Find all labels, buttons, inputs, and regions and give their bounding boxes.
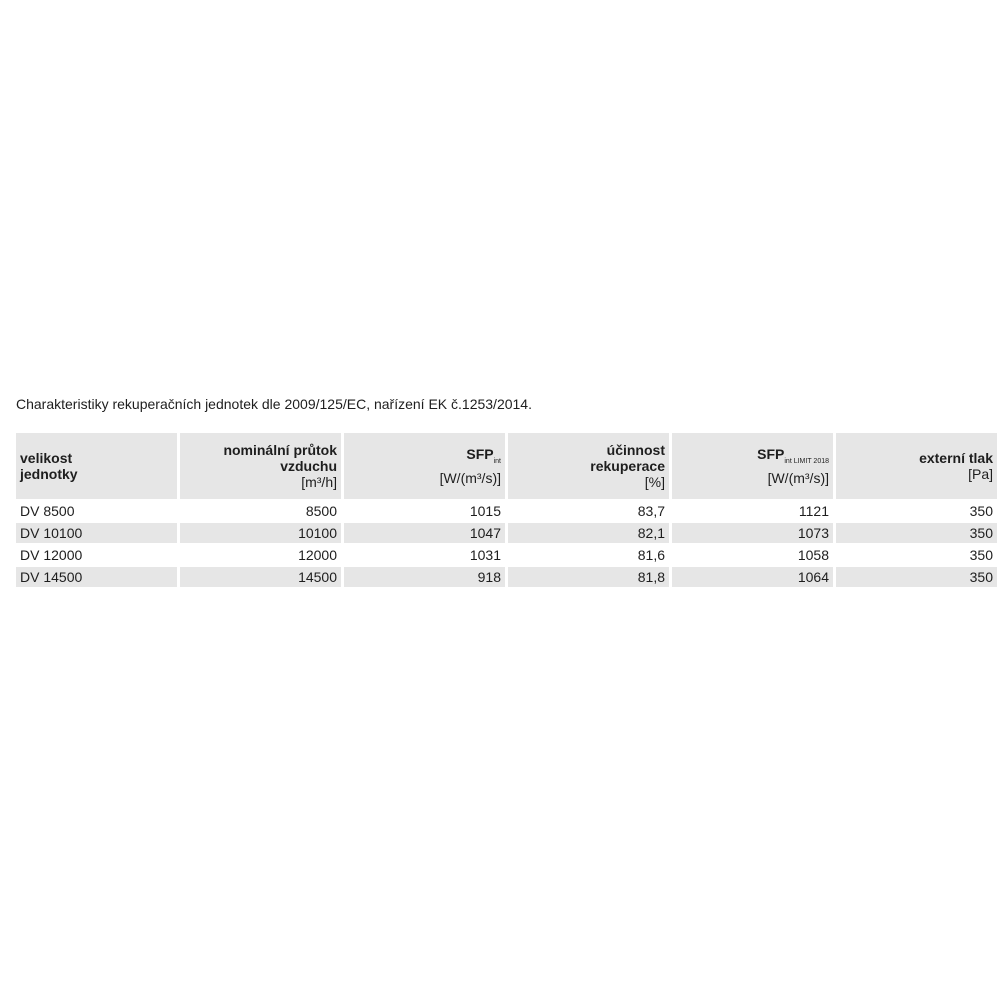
header-sfp-int-unit: [W/(m³/s)] [439, 469, 501, 486]
header-nominal-airflow [180, 433, 341, 499]
table-body [16, 501, 997, 587]
header-recuperation-efficiency-line1: účinnost [606, 442, 665, 458]
cell-sfp-int: 918 [344, 567, 505, 587]
cell-sfp-limit: 1058 [797, 547, 829, 563]
header-external-pressure-unit: [Pa] [968, 466, 993, 482]
header-unit-size-line2: jednotky [20, 466, 78, 482]
header-recuperation-efficiency-unit: [%] [644, 474, 665, 490]
header-nominal-airflow-line2: vzduchu [280, 458, 337, 474]
header-external-pressure-line1: externí tlak [919, 450, 993, 466]
header-recuperation-efficiency-line2: rekuperace [590, 458, 665, 474]
table-row [16, 545, 997, 565]
header-nominal-airflow-line1: nominální průtok [223, 442, 337, 458]
header-sfp-int-subscript: int [493, 457, 501, 465]
header-sfp-int-label: $SFP_{int}$ [466, 446, 501, 465]
cell-sfp-int: 1047 [344, 523, 505, 543]
cell-sfp-int: 1031 [469, 547, 501, 563]
cell-nominal-airflow: 10100 [180, 523, 341, 543]
header-unit-size [16, 433, 177, 499]
header-external-pressure [836, 433, 997, 499]
unit-characteristics-table [13, 431, 1000, 589]
table-row [16, 523, 997, 543]
cell-recuperation-efficiency: 81,8 [508, 567, 669, 587]
table-caption: Charakteristiky rekuperačních jednotek dle 2009/125/EC, nařízení EK č.1253/2014. [16, 396, 532, 412]
header-sfp-limit-label: $SFP_{int LIMIT 2018}$ [757, 446, 829, 465]
header-recuperation-efficiency [508, 433, 669, 499]
header-sfp-limit-unit: [W/(m³/s)] [767, 469, 829, 486]
header-sfp-int [344, 433, 505, 499]
cell-unit-size: DV 14500 [16, 567, 177, 587]
header-sfp-limit [672, 433, 833, 499]
cell-unit-size: DV 10100 [16, 523, 177, 543]
cell-nominal-airflow: 8500 [305, 503, 337, 519]
cell-external-pressure: 350 [969, 503, 993, 519]
cell-nominal-airflow: 12000 [298, 547, 337, 563]
table-header [16, 433, 997, 499]
cell-external-pressure: 350 [836, 567, 997, 587]
cell-external-pressure: 350 [969, 547, 993, 563]
header-nominal-airflow-unit: [m³/h] [301, 474, 337, 490]
cell-external-pressure: 350 [836, 523, 997, 543]
table-row [16, 567, 997, 587]
cell-unit-size: DV 12000 [20, 547, 83, 563]
cell-sfp-limit: 1121 [798, 503, 829, 519]
cell-sfp-limit: 1073 [672, 523, 833, 543]
table-row [16, 501, 997, 521]
header-sfp-limit-subscript: int LIMIT 2018 [784, 457, 829, 465]
cell-nominal-airflow: 14500 [180, 567, 341, 587]
cell-sfp-limit: 1064 [672, 567, 833, 587]
cell-recuperation-efficiency: 81,6 [637, 547, 665, 563]
cell-sfp-int: 1015 [469, 503, 501, 519]
header-unit-size-line1: velikost [20, 450, 73, 466]
cell-unit-size: DV 8500 [20, 503, 75, 519]
cell-recuperation-efficiency: 83,7 [637, 503, 665, 519]
header-row [16, 433, 997, 499]
cell-recuperation-efficiency: 82,1 [508, 523, 669, 543]
